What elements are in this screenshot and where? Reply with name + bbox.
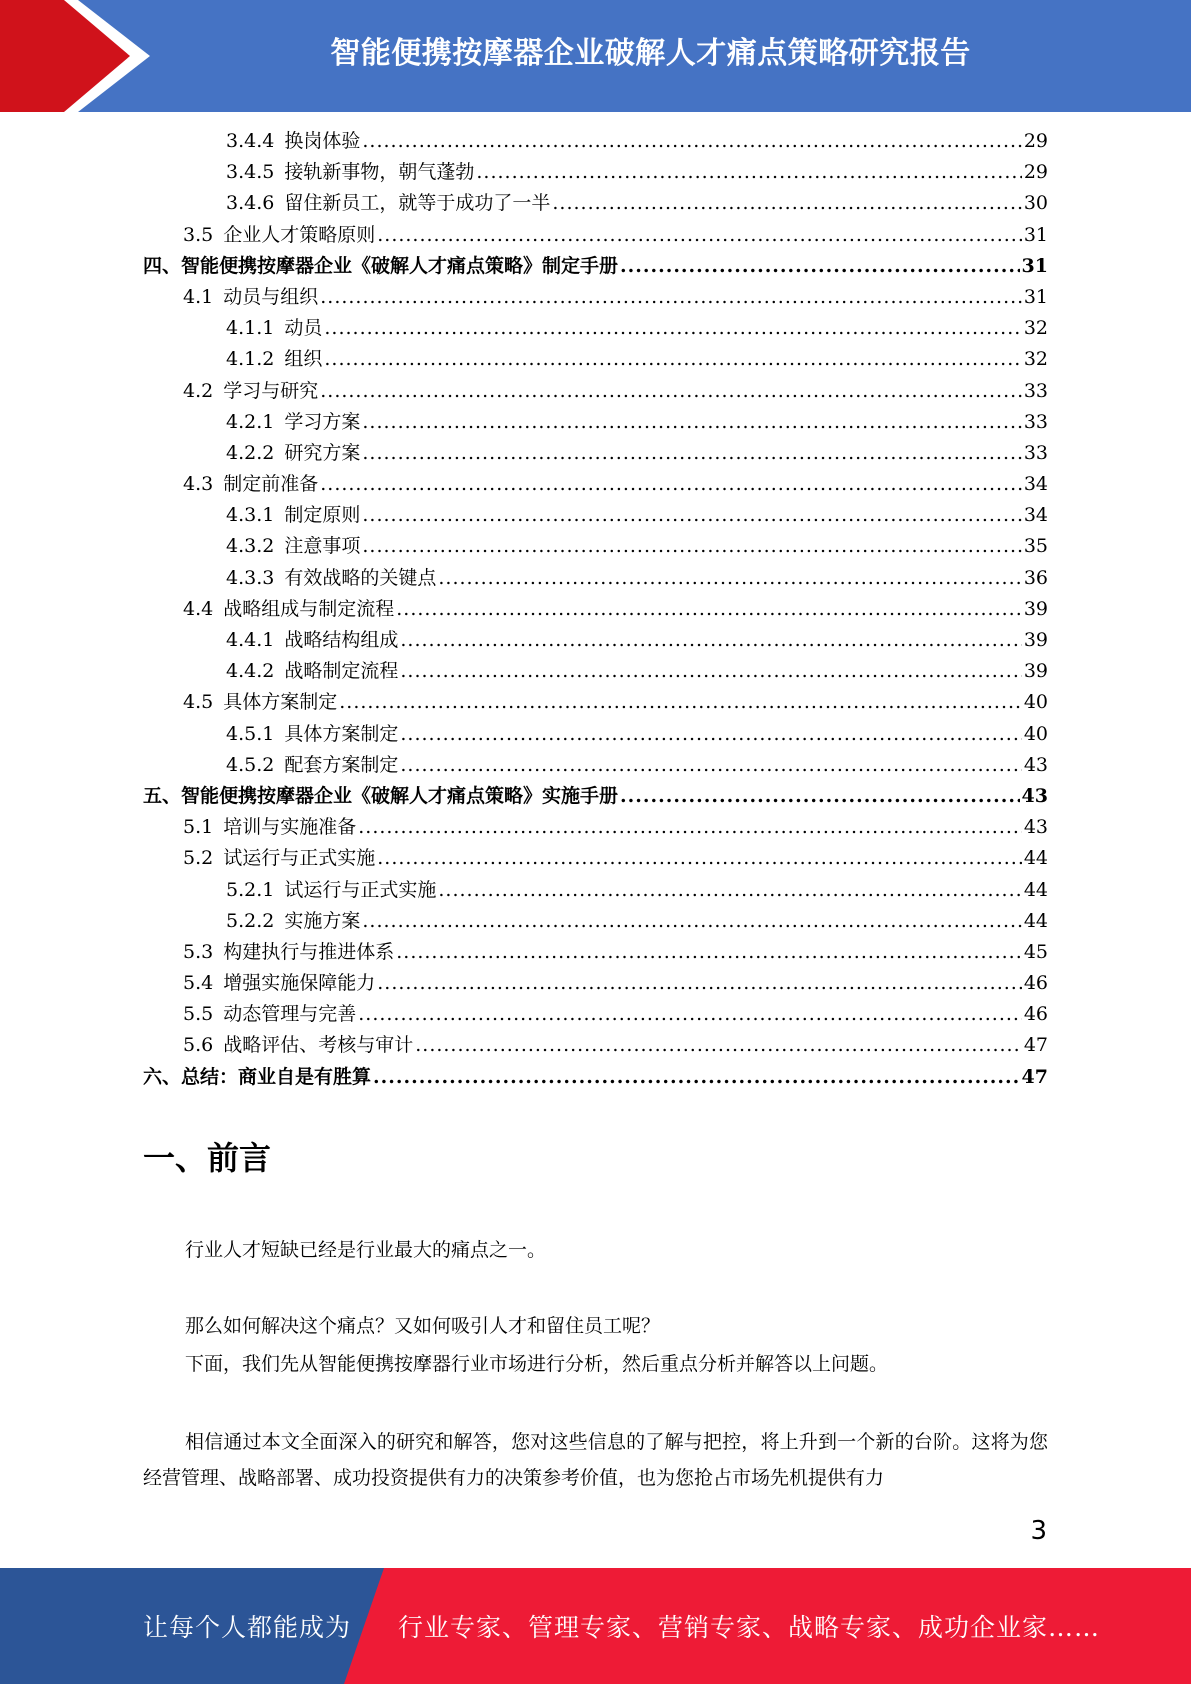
toc-entry-number: 4.4.1	[226, 629, 275, 651]
toc-entry-number: 3.4.6	[226, 192, 275, 215]
toc-dot-leader	[373, 1062, 1020, 1093]
toc-dot-leader	[400, 625, 1021, 656]
toc-entry[interactable]	[143, 719, 1048, 750]
toc-entry-page: 45	[1023, 940, 1048, 963]
toc-entry-page: 43	[1023, 816, 1048, 839]
toc-entry-number: 4.3.1	[226, 504, 275, 527]
toc-entry-page: 31	[1021, 254, 1048, 277]
toc-entry[interactable]	[143, 937, 1048, 968]
toc-dot-leader	[396, 594, 1022, 625]
toc-entry-number: 4.5	[183, 691, 214, 714]
toc-entry-page: 46	[1023, 1003, 1048, 1026]
toc-entry-title: 战略制定流程	[284, 660, 399, 683]
toc-dot-leader	[320, 376, 1022, 407]
toc-entry-title: 动态管理与完善	[223, 1003, 357, 1026]
toc-entry-number: 5.5	[183, 1003, 214, 1026]
toc-dot-leader	[362, 500, 1021, 531]
toc-entry-page: 36	[1023, 566, 1048, 589]
page-header	[0, 0, 1191, 112]
toc-entry-page: 29	[1023, 130, 1048, 152]
footer-slogan-left: 让每个人都能成为	[143, 1613, 352, 1642]
toc-entry-page: 34	[1023, 473, 1048, 496]
toc-entry-page: 47	[1021, 1065, 1048, 1088]
toc-dot-leader	[438, 875, 1021, 906]
toc-entry-page: 32	[1023, 348, 1048, 371]
toc-entry-title: 学习方案	[284, 410, 361, 433]
report-title: 智能便携按摩器企业破解人才痛点策略研究报告	[330, 36, 971, 71]
toc-entry[interactable]	[143, 344, 1048, 375]
toc-entry-page: 32	[1023, 317, 1048, 340]
toc-entry[interactable]	[143, 220, 1048, 251]
toc-entry-title: 注意事项	[284, 535, 361, 558]
toc-entry[interactable]	[143, 968, 1048, 999]
toc-entry-page: 39	[1023, 597, 1048, 620]
toc-dot-leader	[400, 656, 1021, 687]
toc-entry[interactable]	[143, 469, 1048, 500]
toc-entry[interactable]	[143, 563, 1048, 594]
toc-dot-leader	[438, 563, 1021, 594]
toc-dot-leader	[396, 937, 1022, 968]
toc-entry[interactable]	[143, 656, 1048, 687]
toc-entry-title: 动员	[284, 317, 323, 340]
toc-entry[interactable]	[143, 282, 1048, 313]
toc-dot-leader	[620, 251, 1020, 282]
toc-dot-leader	[320, 282, 1022, 313]
toc-entry-number: 4.4.2	[226, 660, 275, 683]
toc-entry-title: 具体方案制定	[284, 722, 399, 745]
toc-entry-page: 39	[1023, 629, 1048, 651]
paragraph-1: 行业人才短缺已经是行业最大的痛点之一。	[185, 1239, 547, 1261]
toc-entry-page: 33	[1023, 379, 1048, 402]
toc-entry-number: 4.5.2	[226, 753, 275, 776]
toc-entry-title: 制定原则	[284, 504, 361, 527]
toc-entry-number: 4.2.1	[226, 410, 275, 433]
toc-entry-title: 战略评估、考核与审计	[223, 1034, 414, 1057]
toc-entry-number: 4.1	[183, 285, 214, 308]
toc-entry-page: 40	[1023, 722, 1048, 745]
toc-entry[interactable]	[143, 126, 1048, 157]
toc-entry-number: 4.2.2	[226, 441, 275, 464]
toc-entry[interactable]	[143, 781, 1048, 812]
toc-entry-title: 组织	[284, 348, 323, 371]
toc-entry-page: 43	[1023, 753, 1048, 776]
toc-entry-number: 4.3.2	[226, 535, 275, 558]
footer-slogan-right: 行业专家、管理专家、营销专家、战略专家、成功企业家……	[398, 1613, 1101, 1642]
toc-entry-number: 3.5	[183, 223, 214, 246]
toc-entry-page: 44	[1023, 878, 1048, 901]
toc-entry-title: 四、智能便携按摩器企业《破解人才痛点策略》制定手册	[143, 254, 619, 277]
toc-entry-number: 5.2.2	[226, 909, 275, 932]
toc-entry[interactable]	[143, 906, 1048, 937]
toc-dot-leader	[362, 906, 1021, 937]
toc-entry-number: 5.3	[183, 940, 214, 963]
toc-entry-page: 29	[1023, 161, 1048, 184]
toc-entry[interactable]	[143, 687, 1048, 718]
toc-entry[interactable]	[143, 812, 1048, 843]
toc-entry-number: 5.6	[183, 1034, 214, 1057]
toc-dot-leader	[362, 407, 1021, 438]
toc-entry-title: 试运行与正式实施	[284, 878, 437, 901]
toc-dot-leader	[324, 344, 1021, 375]
toc-entry[interactable]	[143, 750, 1048, 781]
toc-dot-leader	[552, 188, 1021, 219]
toc-entry-title: 战略组成与制定流程	[223, 597, 395, 620]
toc-entry[interactable]	[143, 531, 1048, 562]
toc-entry-title: 培训与实施准备	[223, 816, 357, 839]
toc-dot-leader	[476, 157, 1021, 188]
toc-entry-title: 有效战略的关键点	[284, 566, 437, 589]
toc-entry[interactable]	[143, 313, 1048, 344]
toc-entry-page: 34	[1023, 504, 1048, 527]
toc-entry-title: 企业人才策略原则	[223, 223, 376, 246]
chevron-arrow-icon	[0, 0, 160, 112]
toc-dot-leader	[358, 812, 1022, 843]
toc-entry-page: 43	[1021, 784, 1048, 807]
toc-entry-title: 动员与组织	[223, 285, 319, 308]
toc-dot-leader	[415, 1030, 1022, 1061]
toc-entry-page: 39	[1023, 660, 1048, 683]
toc-entry-number: 5.1	[183, 816, 214, 839]
toc-dot-leader	[362, 531, 1021, 562]
toc-entry-title: 增强实施保障能力	[223, 972, 376, 995]
toc-entry[interactable]	[143, 376, 1048, 407]
toc-dot-leader	[620, 781, 1020, 812]
toc-entry-title: 研究方案	[284, 441, 361, 464]
toc-entry-page: 47	[1023, 1034, 1048, 1057]
toc-entry-title: 配套方案制定	[284, 753, 399, 776]
toc-entry-title: 制定前准备	[223, 473, 319, 496]
toc-dot-leader	[400, 719, 1021, 750]
toc-entry-page: 31	[1023, 285, 1048, 308]
toc-entry[interactable]	[143, 875, 1048, 906]
toc-entry-number: 3.4.5	[226, 161, 275, 184]
toc-entry-title: 换岗体验	[284, 130, 361, 152]
toc-entry-title: 五、智能便携按摩器企业《破解人才痛点策略》实施手册	[143, 784, 619, 807]
table-of-contents	[143, 126, 1048, 1093]
toc-entry-title: 实施方案	[284, 909, 361, 932]
toc-dot-leader	[377, 220, 1022, 251]
toc-entry[interactable]	[143, 625, 1048, 656]
toc-entry-title: 学习与研究	[223, 379, 319, 402]
page-number: 3	[1030, 1516, 1047, 1546]
toc-entry-number: 4.5.1	[226, 722, 275, 745]
toc-entry-number: 4.4	[183, 597, 214, 620]
toc-entry-title: 留住新员工，就等于成功了一半	[284, 192, 551, 215]
toc-entry-page: 35	[1023, 535, 1048, 558]
toc-entry[interactable]	[143, 157, 1048, 188]
toc-entry-number: 4.2	[183, 379, 214, 402]
toc-entry-title: 接轨新事物，朝气蓬勃	[284, 161, 475, 184]
toc-dot-leader	[324, 313, 1021, 344]
toc-entry[interactable]	[143, 843, 1048, 874]
toc-entry-number: 4.1.1	[226, 317, 275, 340]
toc-entry[interactable]	[143, 999, 1048, 1030]
toc-entry-number: 4.1.2	[226, 348, 275, 371]
toc-entry-page: 46	[1023, 972, 1048, 995]
toc-entry-page: 33	[1023, 410, 1048, 433]
toc-entry-title: 具体方案制定	[223, 691, 338, 714]
toc-dot-leader	[320, 469, 1022, 500]
paragraph-4: 相信通过本文全面深入的研究和解答，您对这些信息的了解与把控，将上升到一个新的台阶。这将为您经营管理、战略部署、成功投资提供有力的决策参考价值，也为您抢占市场先机提供有力	[143, 1431, 1048, 1489]
toc-entry-title: 构建执行与推进体系	[223, 940, 395, 963]
toc-entry[interactable]	[143, 594, 1048, 625]
section-heading: 一、前言	[143, 1139, 272, 1177]
toc-entry-title: 六、总结：商业自是有胜算	[143, 1065, 372, 1088]
toc-entry-title: 战略结构组成	[284, 629, 399, 651]
toc-dot-leader	[377, 843, 1022, 874]
toc-dot-leader	[339, 687, 1022, 718]
paragraph-3: 下面，我们先从智能便携按摩器行业市场进行分析，然后重点分析并解答以上问题。	[185, 1353, 889, 1375]
toc-entry-page: 30	[1023, 192, 1048, 215]
toc-entry-number: 5.2	[183, 847, 214, 870]
toc-entry-number: 4.3	[183, 473, 214, 496]
toc-entry-page: 31	[1023, 223, 1048, 246]
toc-dot-leader	[377, 968, 1022, 999]
toc-entry[interactable]	[143, 438, 1048, 469]
toc-entry[interactable]	[143, 407, 1048, 438]
page-footer	[0, 1568, 1191, 1684]
toc-entry[interactable]	[143, 251, 1048, 282]
toc-entry-number: 5.2.1	[226, 878, 275, 901]
toc-dot-leader	[400, 750, 1021, 781]
toc-entry-page: 44	[1023, 909, 1048, 932]
toc-entry[interactable]	[143, 1030, 1048, 1061]
toc-dot-leader	[358, 999, 1022, 1030]
toc-entry-title: 试运行与正式实施	[223, 847, 376, 870]
toc-entry[interactable]	[143, 1062, 1048, 1093]
toc-entry[interactable]	[143, 188, 1048, 219]
toc-entry-page: 44	[1023, 847, 1048, 870]
paragraph-2: 那么如何解决这个痛点？又如何吸引人才和留住员工呢？	[185, 1315, 661, 1337]
toc-entry-number: 3.4.4	[226, 130, 275, 152]
toc-dot-leader	[362, 126, 1021, 157]
toc-entry-number: 5.4	[183, 972, 214, 995]
toc-dot-leader	[362, 438, 1021, 469]
toc-entry[interactable]	[143, 500, 1048, 531]
toc-entry-page: 33	[1023, 441, 1048, 464]
toc-entry-number: 4.3.3	[226, 566, 275, 589]
toc-entry-page: 40	[1023, 691, 1048, 714]
